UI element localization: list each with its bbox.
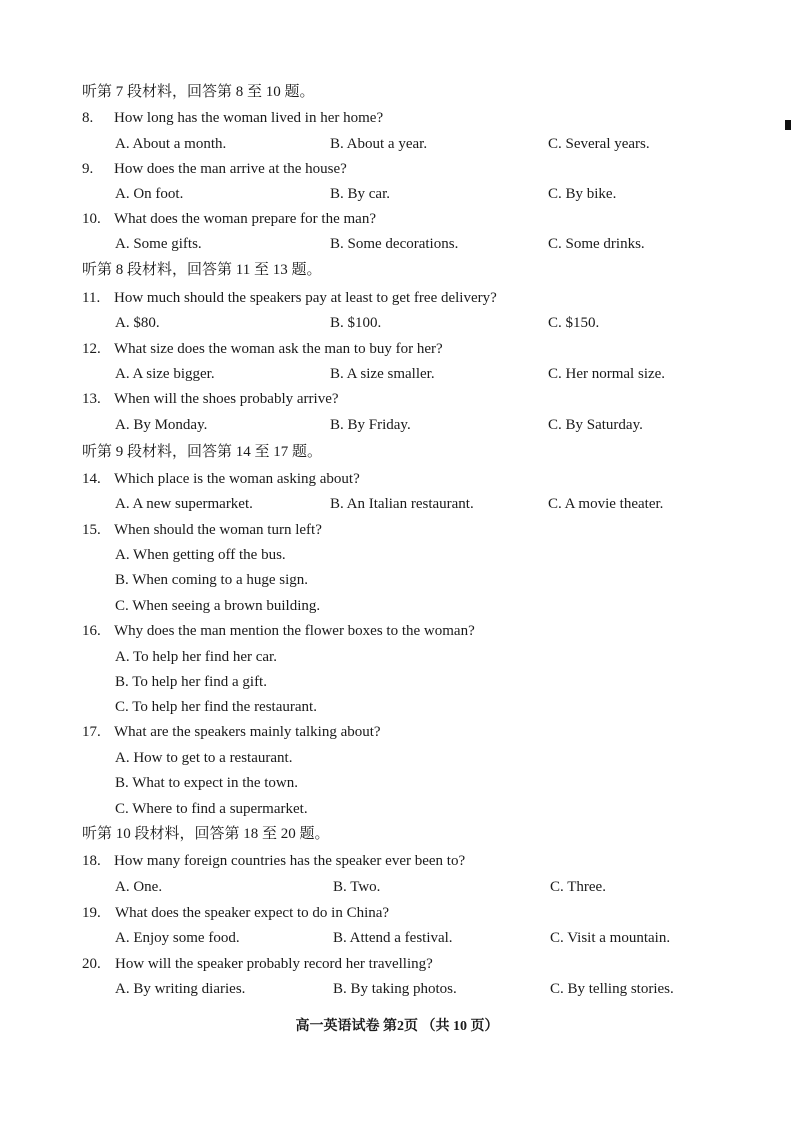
question-12	[0, 337, 794, 361]
options-9	[0, 182, 794, 206]
section-heading	[0, 258, 794, 282]
option-c: C. Her normal size.	[548, 366, 666, 382]
section-heading	[0, 822, 794, 846]
question-text: What are the speakers mainly talking about?	[114, 724, 381, 740]
option-c: C. Where to find a supermarket.	[115, 801, 308, 817]
option-a: A. A new supermarket.	[115, 496, 253, 512]
question-number: 11.	[82, 290, 101, 306]
option-b-line	[0, 771, 794, 795]
option-b: B. What to expect in the town.	[115, 775, 299, 791]
option-c: C. A movie theater.	[548, 496, 664, 512]
option-b: B. Attend a festival.	[333, 930, 453, 946]
option-c: C. Visit a mountain.	[550, 930, 671, 946]
option-b-line	[0, 670, 794, 694]
question-number: 9.	[82, 161, 94, 177]
option-a: A. How to get to a restaurant.	[115, 750, 293, 766]
question-text: What does the woman prepare for the man?	[114, 211, 376, 227]
options-14	[0, 492, 794, 516]
question-number: 16.	[82, 623, 101, 639]
option-b: B. By car.	[330, 186, 390, 202]
question-16	[0, 619, 794, 643]
question-number: 14.	[82, 471, 101, 487]
question-18	[0, 849, 794, 873]
question-10	[0, 207, 794, 231]
section-heading-text: 听第 10 段材料，回答第 18 至 20 题。	[82, 826, 330, 842]
question-text: What size does the woman ask the man to buy for her?	[114, 341, 443, 357]
option-a: A. On foot.	[115, 186, 184, 202]
question-number: 12.	[82, 341, 101, 357]
option-b: B. An Italian restaurant.	[330, 496, 474, 512]
question-number: 20.	[82, 956, 101, 972]
question-text: How much should the speakers pay at least to get free delivery?	[114, 290, 497, 306]
option-a: A. About a month.	[115, 136, 227, 152]
option-c-line	[0, 797, 794, 821]
option-b-line	[0, 568, 794, 592]
option-a: A. When getting off the bus.	[115, 547, 286, 563]
option-b: B. About a year.	[330, 136, 428, 152]
question-text: Why does the man mention the flower boxes to the woman?	[114, 623, 475, 639]
option-a: A. Some gifts.	[115, 236, 202, 252]
options-13	[0, 413, 794, 437]
option-a: A. Enjoy some food.	[115, 930, 240, 946]
option-c: C. Several years.	[548, 136, 650, 152]
option-c: C. When seeing a brown building.	[115, 598, 321, 614]
option-b: B. $100.	[330, 315, 382, 331]
question-text: How will the speaker probably record her travelling?	[115, 956, 433, 972]
option-c: C. By bike.	[548, 186, 617, 202]
option-a: A. By writing diaries.	[115, 981, 246, 997]
question-text: Which place is the woman asking about?	[114, 471, 360, 487]
question-text: When will the shoes probably arrive?	[114, 391, 339, 407]
option-a: A. To help her find her car.	[115, 649, 277, 665]
option-c: C. Some drinks.	[548, 236, 645, 252]
question-text: How long has the woman lived in her home?	[114, 110, 384, 126]
option-c: C. To help her find the restaurant.	[115, 699, 317, 715]
question-number: 17.	[82, 724, 101, 740]
options-12	[0, 362, 794, 386]
option-b: B. Two.	[333, 879, 381, 895]
option-c: C. By telling stories.	[550, 981, 674, 997]
option-a: A. By Monday.	[115, 417, 208, 433]
section-heading	[0, 80, 794, 104]
section-heading-text: 听第 8 段材料，回答第 11 至 13 题。	[82, 262, 322, 278]
question-11	[0, 286, 794, 310]
option-c: C. $150.	[548, 315, 600, 331]
section-heading-text: 听第 7 段材料，回答第 8 至 10 题。	[82, 84, 315, 100]
option-b: B. Some decorations.	[330, 236, 459, 252]
section-heading-text: 听第 9 段材料，回答第 14 至 17 题。	[82, 444, 323, 460]
question-17	[0, 720, 794, 744]
option-c-line	[0, 695, 794, 719]
options-11	[0, 311, 794, 335]
question-15	[0, 518, 794, 542]
question-text: When should the woman turn left?	[114, 522, 322, 538]
question-number: 19.	[82, 905, 101, 921]
option-b: B. By taking photos.	[333, 981, 457, 997]
option-a: A. $80.	[115, 315, 160, 331]
question-14	[0, 467, 794, 491]
question-number: 18.	[82, 853, 101, 869]
option-b: B. By Friday.	[330, 417, 411, 433]
question-number: 10.	[82, 211, 101, 227]
option-b: B. A size smaller.	[330, 366, 435, 382]
options-10	[0, 232, 794, 256]
question-text: What does the speaker expect to do in China?	[115, 905, 390, 921]
question-8	[0, 106, 794, 130]
option-c: C. Three.	[550, 879, 606, 895]
question-text: How does the man arrive at the house?	[114, 161, 347, 177]
options-18	[0, 875, 794, 899]
option-a-line	[0, 746, 794, 770]
option-b: B. When coming to a huge sign.	[115, 572, 309, 588]
options-20	[0, 977, 794, 1001]
question-19	[0, 901, 794, 925]
option-a-line	[0, 543, 794, 567]
page-footer: 高一英语试卷 第2页 （共 10 页）	[295, 1019, 499, 1034]
question-9	[0, 157, 794, 181]
question-number: 13.	[82, 391, 101, 407]
option-a: A. One.	[115, 879, 163, 895]
question-number: 8.	[82, 110, 94, 126]
options-8	[0, 132, 794, 156]
option-a: A. A size bigger.	[115, 366, 215, 382]
option-c: C. By Saturday.	[548, 417, 643, 433]
question-text: How many foreign countries has the speaker ever been to?	[114, 853, 466, 869]
option-a-line	[0, 645, 794, 669]
option-b: B. To help her find a gift.	[115, 674, 267, 690]
option-c-line	[0, 594, 794, 618]
question-13	[0, 387, 794, 411]
options-19	[0, 926, 794, 950]
section-heading	[0, 440, 794, 464]
question-20	[0, 952, 794, 976]
question-number: 15.	[82, 522, 101, 538]
